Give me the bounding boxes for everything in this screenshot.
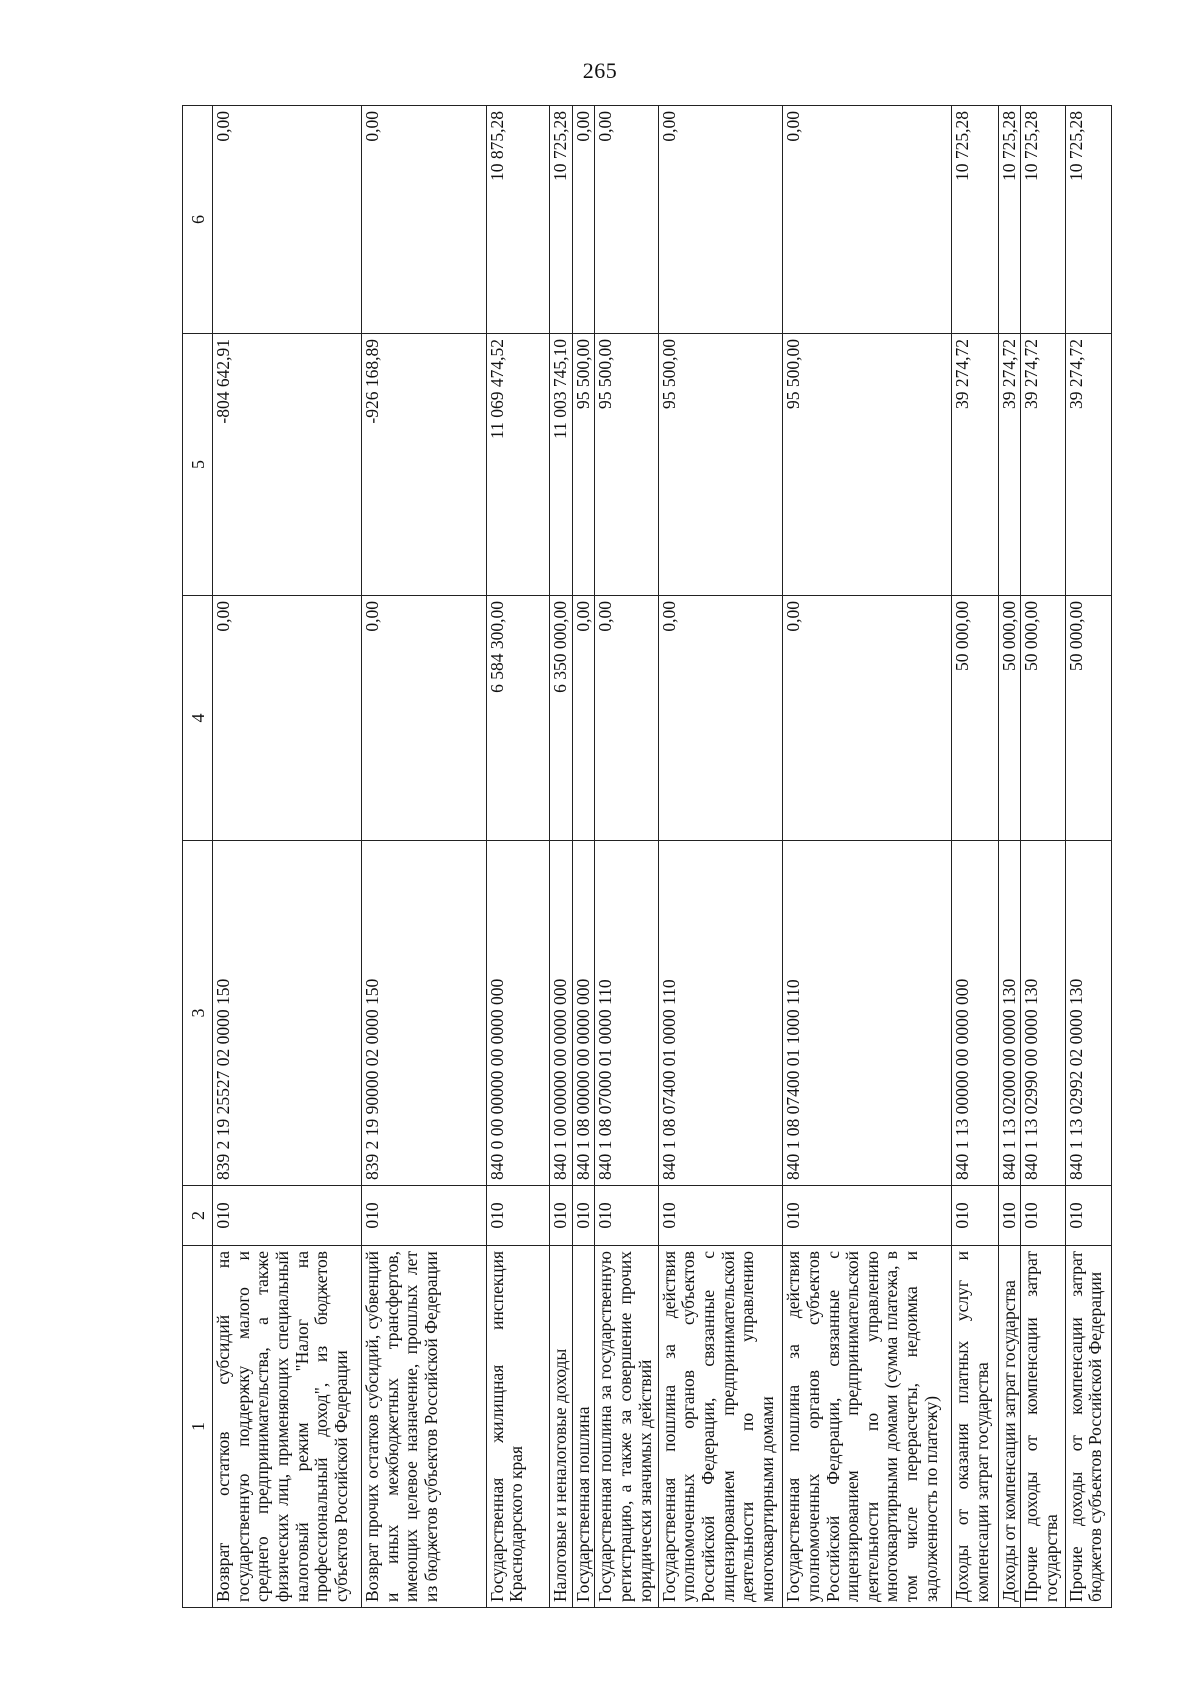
kbk-code-cell: 839 2 19 25527 02 0000 150	[213, 841, 362, 1186]
row-name-cell: Доходы от компенсации затрат государства	[998, 1246, 1021, 1608]
row-name-cell: Государственная пошлина за государственную регистрацию, а также за совершение прочих юридически значимых действий	[595, 1246, 658, 1608]
kbk-code-cell: 840 1 13 02992 02 0000 130	[1065, 841, 1111, 1186]
approved-amount-cell: 50 000,00	[1021, 596, 1065, 841]
executed-amount-cell: 95 500,00	[572, 334, 595, 596]
table-row	[572, 106, 595, 1608]
header-cell: 5	[183, 334, 213, 596]
row-name-cell: Возврат прочих остатков субсидий, субвенций и иных межбюджетных трансфертов, имеющих целевое назначение, прошлых лет из бюджетов субъектов Российской Федерации	[361, 1246, 486, 1608]
unexecuted-amount-cell: 10 875,28	[486, 106, 549, 334]
executed-amount-cell: 39 274,72	[1021, 334, 1065, 596]
unexecuted-amount-cell: 10 725,28	[952, 106, 998, 334]
row-name-cell: Налоговые и неналоговые доходы	[550, 1246, 573, 1608]
row-name-cell: Возврат остатков субсидий на государственную поддержку малого и среднего предпринимательства, а также физических лиц, применяющих специальный налоговый режим "Налог на профессиональный доход", из бюджетов субъектов Российской Федерации	[213, 1246, 362, 1608]
unexecuted-amount-cell: 0,00	[572, 106, 595, 334]
page-number: 265	[582, 58, 618, 83]
approved-amount-cell: 0,00	[595, 596, 658, 841]
kbk-code-cell: 839 2 19 90000 02 0000 150	[361, 841, 486, 1186]
approved-amount-cell: 50 000,00	[1065, 596, 1111, 841]
executed-amount-cell: 39 274,72	[998, 334, 1021, 596]
approved-amount-cell: 0,00	[361, 596, 486, 841]
row-name-cell: Государственная пошлина за действия уполномоченных органов субъектов Российской Федерации, связанные с лицензированием предпринимательской деятельности по управлению многоквартирными домами	[658, 1246, 783, 1608]
executed-amount-cell: 39 274,72	[952, 334, 998, 596]
unexecuted-amount-cell: 10 725,28	[550, 106, 573, 334]
kbk-code-cell: 840 1 08 07400 01 1000 110	[783, 841, 952, 1186]
unexecuted-amount-cell: 0,00	[213, 106, 362, 334]
row-code-cell: 010	[1065, 1186, 1111, 1246]
table-row	[486, 106, 549, 1608]
row-code-cell: 010	[550, 1186, 573, 1246]
executed-amount-cell: -926 168,89	[361, 334, 486, 596]
row-code-cell: 010	[572, 1186, 595, 1246]
row-code-cell: 010	[1021, 1186, 1065, 1246]
table-row	[783, 106, 952, 1608]
table-row	[550, 106, 573, 1608]
header-cell: 3	[183, 841, 213, 1186]
kbk-code-cell: 840 1 08 00000 00 0000 000	[572, 841, 595, 1186]
executed-amount-cell: 95 500,00	[783, 334, 952, 596]
unexecuted-amount-cell: 10 725,28	[1021, 106, 1065, 334]
table-row	[361, 106, 486, 1608]
approved-amount-cell: 50 000,00	[998, 596, 1021, 841]
rotated-table-container	[182, 106, 1112, 1608]
row-name-cell: Государственная жилищная инспекция Краснодарского края	[486, 1246, 549, 1608]
kbk-code-cell: 840 1 08 07000 01 0000 110	[595, 841, 658, 1186]
kbk-code-cell: 840 1 13 02990 00 0000 130	[1021, 841, 1065, 1186]
row-code-cell: 010	[998, 1186, 1021, 1246]
row-code-cell: 010	[595, 1186, 658, 1246]
executed-amount-cell: 95 500,00	[595, 334, 658, 596]
table-row	[213, 106, 362, 1608]
row-code-cell: 010	[658, 1186, 783, 1246]
table-row	[658, 106, 783, 1608]
row-code-cell: 010	[952, 1186, 998, 1246]
header-cell: 6	[183, 106, 213, 334]
executed-amount-cell: 39 274,72	[1065, 334, 1111, 596]
executed-amount-cell: -804 642,91	[213, 334, 362, 596]
header-cell: 1	[183, 1246, 213, 1608]
header-cell: 2	[183, 1186, 213, 1246]
kbk-code-cell: 840 1 00 00000 00 0000 000	[550, 841, 573, 1186]
table-row	[1065, 106, 1111, 1608]
approved-amount-cell: 50 000,00	[952, 596, 998, 841]
table-row	[595, 106, 658, 1608]
row-name-cell: Прочие доходы от компенсации затрат бюджетов субъектов Российской Федерации	[1065, 1246, 1111, 1608]
executed-amount-cell: 11 069 474,52	[486, 334, 549, 596]
header-cell: 4	[183, 596, 213, 841]
unexecuted-amount-cell: 0,00	[361, 106, 486, 334]
table-row	[998, 106, 1021, 1608]
unexecuted-amount-cell: 0,00	[783, 106, 952, 334]
unexecuted-amount-cell: 10 725,28	[1065, 106, 1111, 334]
kbk-code-cell: 840 0 00 00000 00 0000 000	[486, 841, 549, 1186]
table-header-row	[183, 106, 213, 1608]
kbk-code-cell: 840 1 08 07400 01 0000 110	[658, 841, 783, 1186]
row-code-cell: 010	[486, 1186, 549, 1246]
row-name-cell: Государственная пошлина	[572, 1246, 595, 1608]
row-name-cell: Государственная пошлина за действия уполномоченных органов субъектов Российской Федерации, связанные с лицензированием предпринимательской деятельности по управлению многоквартирными домами (сумма платежа, в том числе перерасчеты, недоимка и задолженность по платежу)	[783, 1246, 952, 1608]
approved-amount-cell: 6 350 000,00	[550, 596, 573, 841]
row-code-cell: 010	[783, 1186, 952, 1246]
kbk-code-cell: 840 1 13 02000 00 0000 130	[998, 841, 1021, 1186]
approved-amount-cell: 0,00	[783, 596, 952, 841]
approved-amount-cell: 6 584 300,00	[486, 596, 549, 841]
approved-amount-cell: 0,00	[658, 596, 783, 841]
approved-amount-cell: 0,00	[213, 596, 362, 841]
table-row	[952, 106, 998, 1608]
row-name-cell: Прочие доходы от компенсации затрат государства	[1021, 1246, 1065, 1608]
unexecuted-amount-cell: 0,00	[658, 106, 783, 334]
table-row	[1021, 106, 1065, 1608]
row-code-cell: 010	[213, 1186, 362, 1246]
executed-amount-cell: 11 003 745,10	[550, 334, 573, 596]
kbk-code-cell: 840 1 13 00000 00 0000 000	[952, 841, 998, 1186]
approved-amount-cell: 0,00	[572, 596, 595, 841]
executed-amount-cell: 95 500,00	[658, 334, 783, 596]
revenue-report-table	[182, 105, 1112, 1608]
unexecuted-amount-cell: 10 725,28	[998, 106, 1021, 334]
unexecuted-amount-cell: 0,00	[595, 106, 658, 334]
row-name-cell: Доходы от оказания платных услуг и компенсации затрат государства	[952, 1246, 998, 1608]
row-code-cell: 010	[361, 1186, 486, 1246]
